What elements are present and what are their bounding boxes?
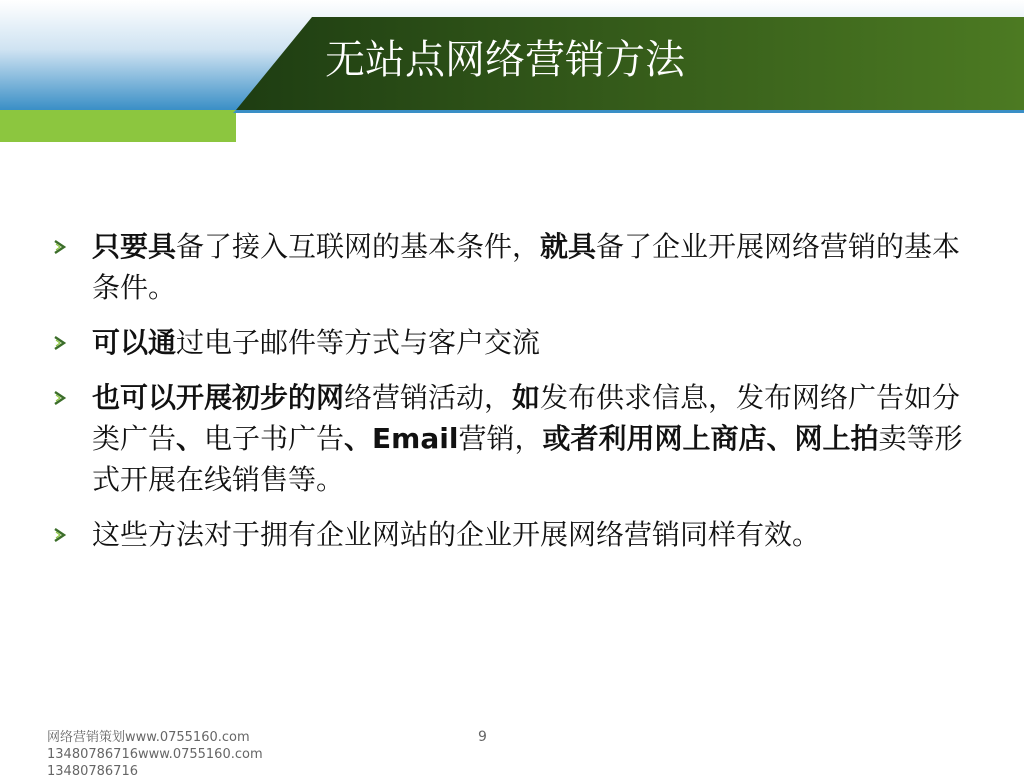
bullet-text-segment: 就具 <box>540 230 597 263</box>
slide-title: 无站点网络营销方法 <box>325 37 685 83</box>
bullet-list <box>50 226 980 569</box>
arrow-bullet-icon <box>52 322 74 363</box>
title-bar-underline <box>233 110 1024 113</box>
bullet-text-segment: 营销， <box>458 422 543 455</box>
bullet-text-segment: 电子书广告 <box>204 422 345 455</box>
arrow-bullet-icon <box>52 377 74 418</box>
bullet-text-segment: 过电子邮件等方式与客户交流 <box>176 326 541 359</box>
bullet-text-segment: 络营销活动， <box>344 381 513 414</box>
bullet-text-segment: 或者利用网上商店、网上拍 <box>542 422 879 455</box>
bullet-text-segment: 、 <box>176 422 205 455</box>
footer-line: 网络营销策划www.0755160.com <box>47 730 250 745</box>
bullet-text-segment: 也可以开展初步的网 <box>92 381 345 414</box>
bullet-text-segment: 备了企业开展网络营销的基本条件。 <box>92 230 961 304</box>
arrow-bullet-icon <box>52 514 74 555</box>
footer-line: 13480786716www.0755160.com <box>47 747 263 762</box>
bullet-item <box>50 514 980 555</box>
bullet-text-segment: 卖等形式开展在线销售等。 <box>92 422 963 496</box>
footer-text <box>47 729 307 779</box>
bullet-item <box>50 322 980 363</box>
bullet-text-segment: 如 <box>512 381 541 414</box>
bullet-text-segment: 、Email <box>344 422 459 455</box>
page-number: 9 <box>478 729 487 745</box>
bullet-item <box>50 377 980 500</box>
bullet-text-segment: 可以通 <box>92 326 177 359</box>
bullet-text-segment: 只要具 <box>92 230 177 263</box>
bullet-text-segment: 这些方法对于拥有企业网站的企业开展网络营销同样有效。 <box>92 518 821 551</box>
arrow-bullet-icon <box>52 226 74 267</box>
bullet-item <box>50 226 980 308</box>
bullet-text-segment: 备了接入互联网的基本条件， <box>176 230 541 263</box>
bullet-text-segment: 发布供求信息，发布网络广告如分类广告 <box>92 381 961 455</box>
footer-line: 13480786716 <box>47 764 138 779</box>
header-green-stripe <box>0 110 236 142</box>
